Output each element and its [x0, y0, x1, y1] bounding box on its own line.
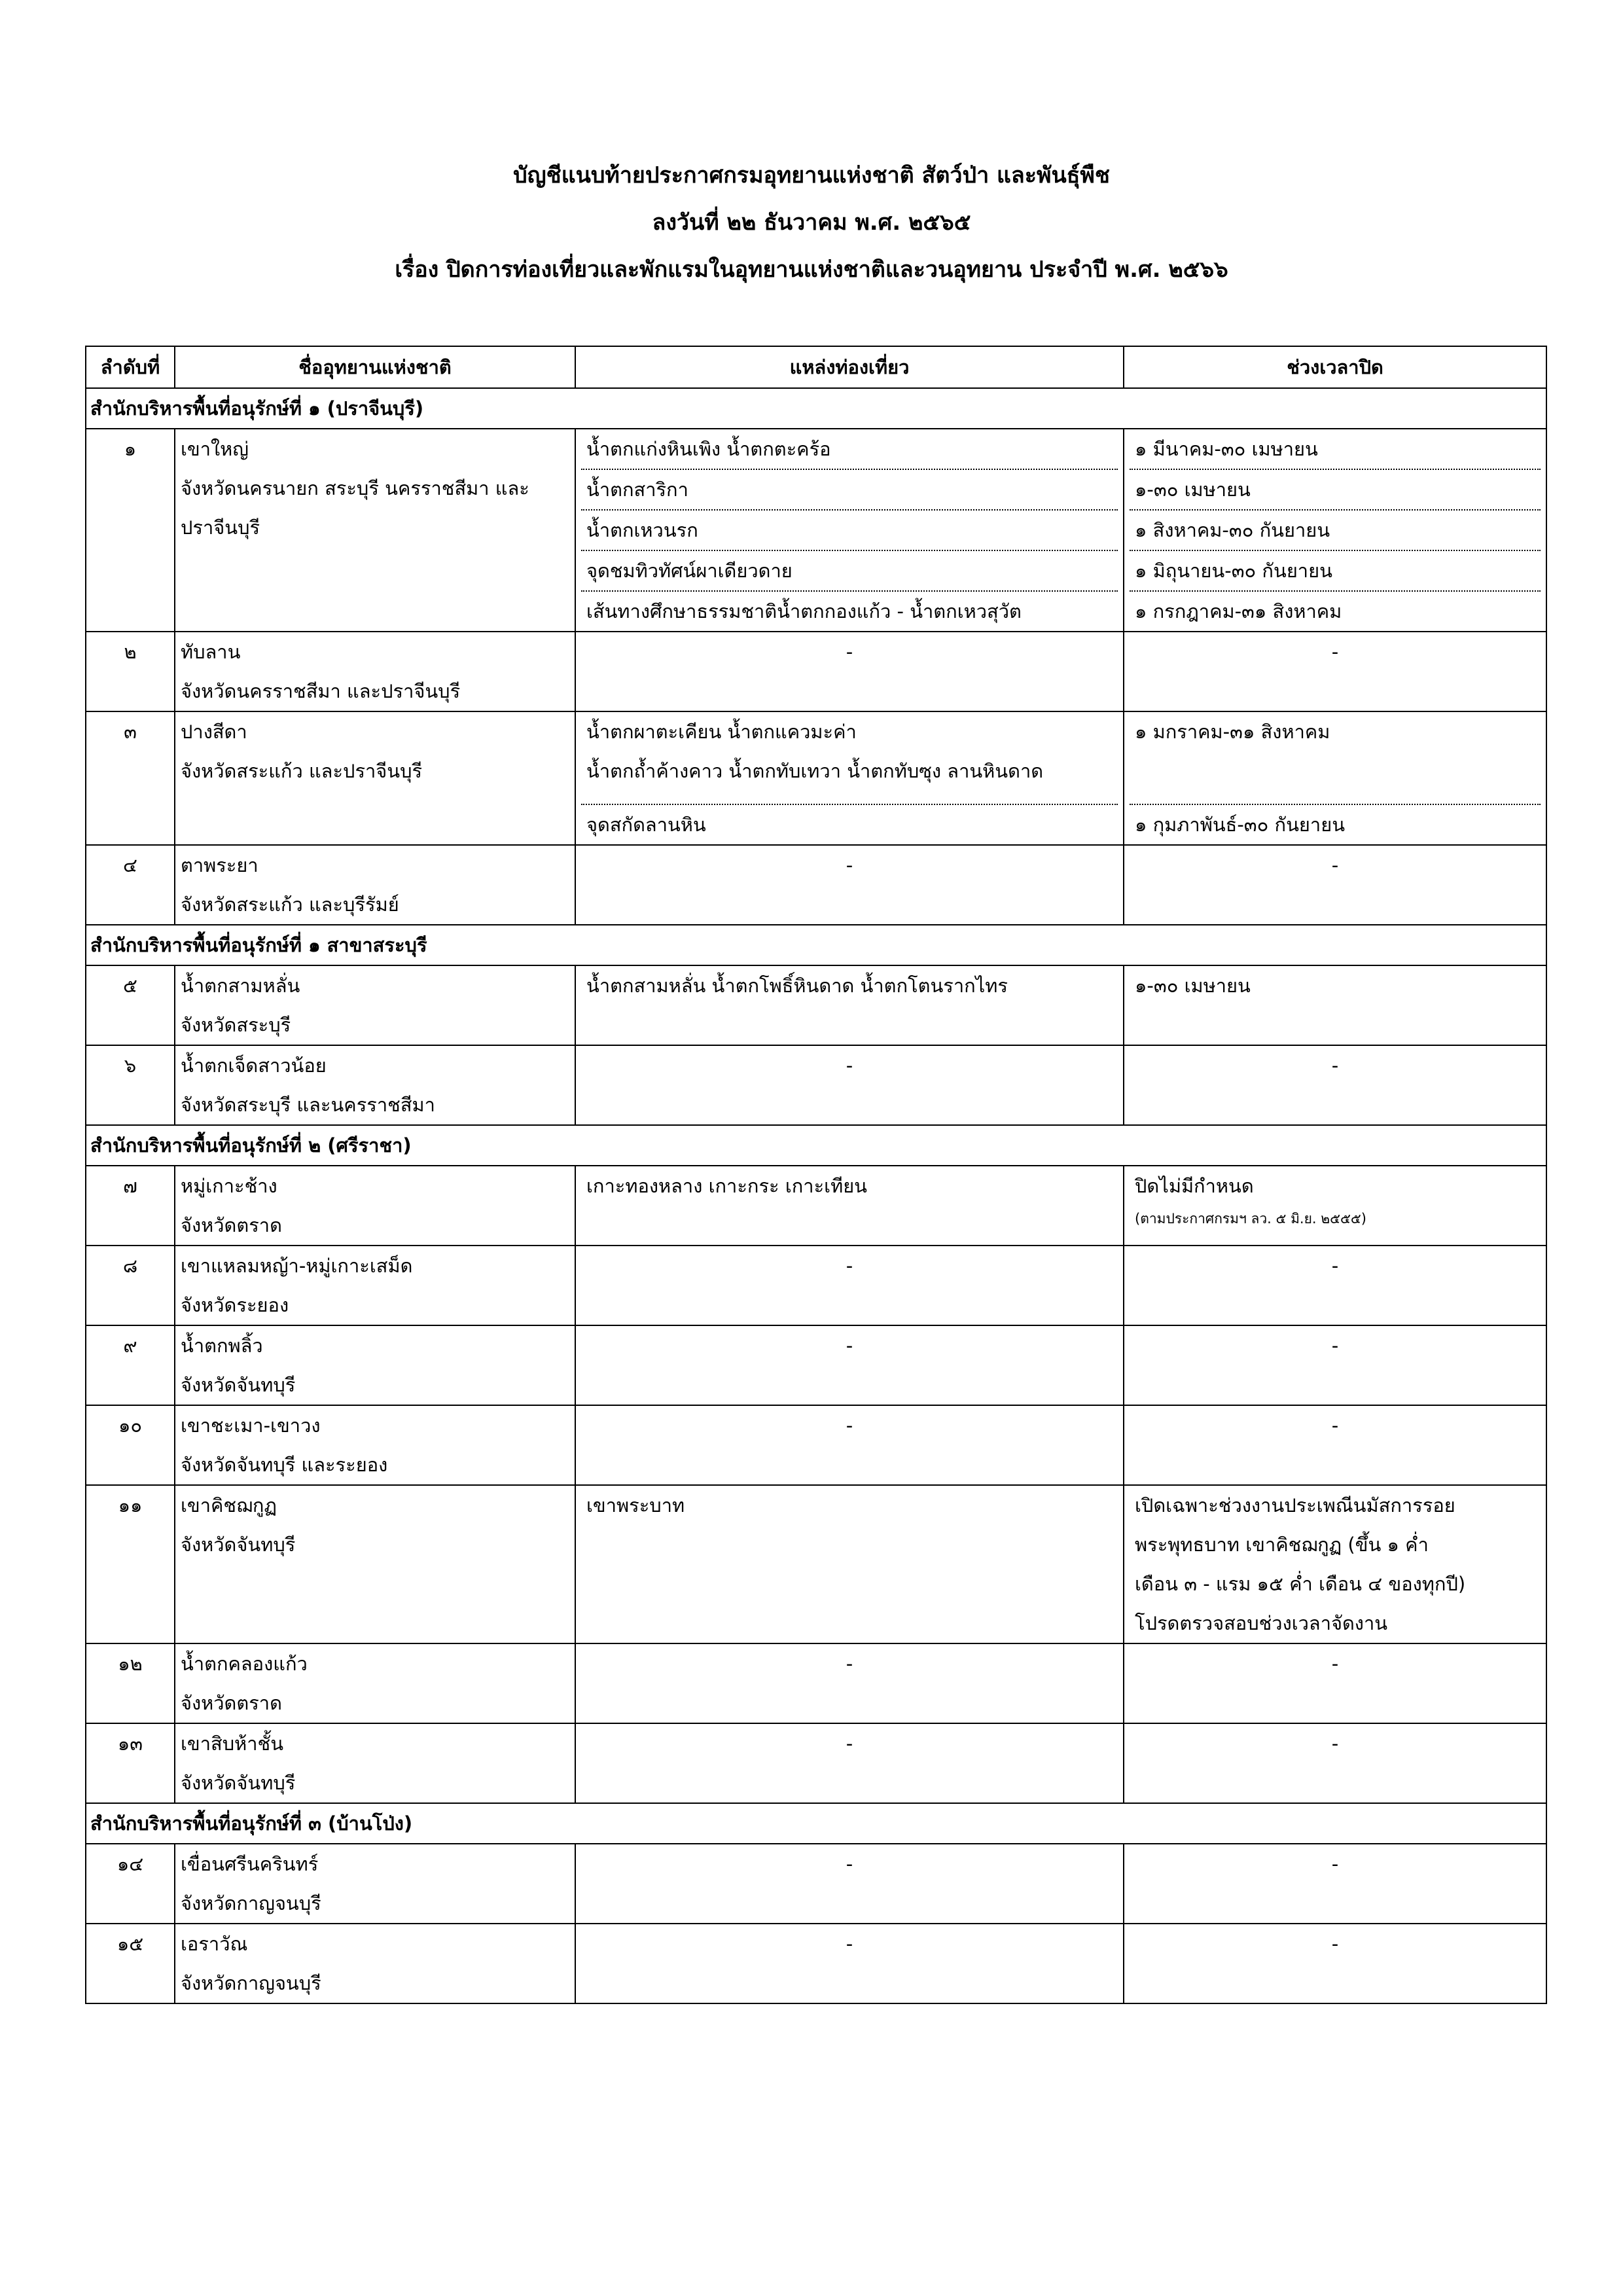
table-row: [86, 1643, 1546, 1723]
park-name: เอราวัณ: [181, 1933, 248, 1955]
period-note: (ตามประกาศกรมฯ ลว. ๕ มิ.ย. ๒๕๕๕): [1135, 1211, 1366, 1227]
period-item: -: [1331, 1732, 1339, 1755]
site-item: จุดชมทิวทัศน์ผาเดียวดาย: [581, 550, 1118, 590]
site-cell: [575, 1924, 1124, 2003]
park-name: เขาชะเมา-เขาวง: [181, 1414, 321, 1437]
region-row: [86, 388, 1546, 429]
period-cell: [1124, 1325, 1546, 1405]
park-cell: [175, 1924, 575, 2003]
park-name: เขาใหญ่: [181, 438, 249, 460]
period-item: -: [1331, 1054, 1339, 1077]
site-cell: [575, 1045, 1124, 1125]
park-name: เขาแหลมหญ้า-หมู่เกาะเสม็ด: [181, 1255, 413, 1277]
park-name: ทับลาน: [181, 641, 241, 663]
site-item: เกาะทองหลาง เกาะกระ เกาะเทียน: [586, 1175, 868, 1197]
document-header: [85, 152, 1538, 293]
region-row: [86, 925, 1546, 965]
park-province: จังหวัดระยอง: [181, 1294, 289, 1316]
park-number: ๑๕: [86, 1924, 175, 2003]
park-province: จังหวัดกาญจนบุรี: [181, 1972, 321, 1994]
site-cell: [575, 632, 1124, 711]
park-number: ๑๐: [86, 1405, 175, 1485]
park-name: น้ำตกสามหลั่น: [181, 975, 300, 997]
park-number: ๘: [86, 1246, 175, 1325]
park-number: ๔: [86, 845, 175, 925]
table-row: [86, 1723, 1546, 1803]
period-cell: [1124, 845, 1546, 925]
period-item: [1130, 1486, 1541, 1643]
table-row: [86, 845, 1546, 925]
period-line: ๑ มกราคม-๓๑ สิงหาคม: [1135, 721, 1330, 743]
header-date: ลงวันที่ ๒๒ ธันวาคม พ.ศ. ๒๕๖๕: [652, 209, 971, 236]
site-cell: [575, 1485, 1124, 1643]
period-cell: [1124, 1166, 1546, 1246]
column-header-period: ช่วงเวลาปิด: [1124, 346, 1546, 388]
table-row: [86, 965, 1546, 1045]
park-cell: [175, 1325, 575, 1405]
park-cell: [175, 1166, 575, 1246]
site-cell: [575, 1723, 1124, 1803]
period-item: ๑ สิงหาคม-๓๐ กันยายน: [1130, 509, 1541, 550]
period-line: โปรดตรวจสอบช่วงเวลาจัดงาน: [1135, 1612, 1388, 1634]
table-row: [86, 1924, 1546, 2003]
period-cell: [1124, 1924, 1546, 2003]
table-header-row: [86, 346, 1546, 388]
region-title: สำนักบริหารพื้นที่อนุรักษ์ที่ ๓ (บ้านโป่ง): [86, 1803, 1546, 1844]
table-row: [86, 1246, 1546, 1325]
region-row: [86, 1803, 1546, 1844]
table-body: [86, 388, 1546, 2003]
site-cell: [575, 1325, 1124, 1405]
site-item: -: [846, 1653, 853, 1675]
period-cell: [1124, 1643, 1546, 1723]
period-cell: [1124, 1844, 1546, 1924]
park-cell: [175, 711, 575, 845]
period-item: -: [1331, 1653, 1339, 1675]
park-name: น้ำตกเจ็ดสาวน้อย: [181, 1054, 327, 1077]
park-name: ปางสีดา: [181, 721, 247, 743]
site-cell: [575, 1405, 1124, 1485]
park-province: จังหวัดนครราชสีมา และปราจีนบุรี: [181, 680, 461, 702]
park-name: น้ำตกคลองแก้ว: [181, 1653, 308, 1675]
site-item: [581, 712, 1118, 804]
site-item: -: [846, 1933, 853, 1955]
period-cell: [1124, 1485, 1546, 1643]
period-item: ๑ มิถุนายน-๓๐ กันยายน: [1130, 550, 1541, 590]
park-number: ๑: [86, 429, 175, 632]
table-row: [86, 1325, 1546, 1405]
site-item: -: [846, 1335, 853, 1357]
period-item: ๑-๓๐ เมษายน: [1135, 975, 1251, 997]
period-item: -: [1331, 1853, 1339, 1875]
period-cell: [1124, 1246, 1546, 1325]
park-province: จังหวัดสระบุรี และนครราชสีมา: [181, 1094, 435, 1116]
site-line: น้ำตกถ้ำค้างคาว น้ำตกทับเทวา น้ำตกทับซุง ลานหินดาด: [586, 760, 1044, 782]
period-cell: [1124, 965, 1546, 1045]
period-cell: [1124, 632, 1546, 711]
period-line: เดือน ๓ - แรม ๑๕ ค่ำ เดือน ๔ ของทุกปี): [1135, 1573, 1466, 1595]
park-cell: [175, 1405, 575, 1485]
site-cell: [575, 711, 1124, 845]
region-title: สำนักบริหารพื้นที่อนุรักษ์ที่ ๑ สาขาสระบุรี: [86, 925, 1546, 965]
site-item: น้ำตกแก่งหินเพิง น้ำตกตะคร้อ: [586, 438, 831, 460]
period-line: เปิดเฉพาะช่วงงานประเพณีนมัสการรอย: [1135, 1494, 1455, 1516]
site-item: น้ำตกสาริกา: [581, 469, 1118, 509]
park-name: เขื่อนศรีนครินทร์: [181, 1853, 319, 1875]
park-province: จังหวัดจันทบุรี และระยอง: [181, 1454, 388, 1476]
site-cell: [575, 965, 1124, 1045]
period-item: [1130, 804, 1541, 844]
park-number: ๑๒: [86, 1643, 175, 1723]
table-row: [86, 632, 1546, 711]
closure-table: [85, 346, 1547, 2004]
site-cell: [575, 1166, 1124, 1246]
park-name: หมู่เกาะช้าง: [181, 1175, 277, 1197]
park-number: ๑๓: [86, 1723, 175, 1803]
site-item: เส้นทางศึกษาธรรมชาติน้ำตกกองแก้ว - น้ำตกเหวสุวัต: [581, 590, 1118, 631]
table-row: [86, 1045, 1546, 1125]
site-cell: [575, 1643, 1124, 1723]
period-cell: [1124, 429, 1546, 632]
site-line: น้ำตกผาตะเคียน น้ำตกแควมะค่า: [586, 721, 857, 743]
period-line: ๑ กุมภาพันธ์-๓๐ กันยายน: [1135, 814, 1346, 836]
period-item: ๑ มีนาคม-๓๐ เมษายน: [1135, 438, 1318, 460]
table-row: [86, 1405, 1546, 1485]
table-row: [86, 711, 1546, 845]
column-header-no: ลำดับที่: [86, 346, 175, 388]
park-number: ๖: [86, 1045, 175, 1125]
park-province: จังหวัดนครนายก สระบุรี นครราชสีมา และ: [181, 477, 529, 499]
park-province: จังหวัดจันทบุรี: [181, 1772, 296, 1794]
park-province: ปราจีนบุรี: [181, 516, 260, 539]
period-item: [1130, 712, 1541, 804]
period-cell: [1124, 1045, 1546, 1125]
park-province: จังหวัดสระบุรี: [181, 1014, 291, 1036]
column-header-site: แหล่งท่องเที่ยว: [575, 346, 1124, 388]
park-cell: [175, 845, 575, 925]
period-cell: [1124, 1405, 1546, 1485]
site-item: -: [846, 641, 853, 663]
period-cell: [1124, 1723, 1546, 1803]
park-name: เขาสิบห้าชั้น: [181, 1732, 284, 1755]
region-title: สำนักบริหารพื้นที่อนุรักษ์ที่ ๒ (ศรีราชา): [86, 1125, 1546, 1166]
period-item: ปิดไม่มีกำหนด: [1135, 1175, 1254, 1197]
period-item: -: [1331, 1335, 1339, 1357]
park-number: ๓: [86, 711, 175, 845]
site-cell: [575, 1246, 1124, 1325]
park-cell: [175, 1643, 575, 1723]
park-cell: [175, 429, 575, 632]
site-item: น้ำตกสามหลั่น น้ำตกโพธิ์หินดาด น้ำตกโตนรากไทร: [586, 975, 1008, 997]
period-item: -: [1331, 1255, 1339, 1277]
site-item: -: [846, 1732, 853, 1755]
park-province: จังหวัดสระแก้ว และปราจีนบุรี: [181, 760, 423, 782]
site-cell: [575, 845, 1124, 925]
park-cell: [175, 632, 575, 711]
park-number: ๑๔: [86, 1844, 175, 1924]
park-province: จังหวัดตราด: [181, 1214, 282, 1236]
table-row: [86, 1166, 1546, 1246]
park-number: ๒: [86, 632, 175, 711]
site-item: น้ำตกเหวนรก: [581, 509, 1118, 550]
park-number: ๙: [86, 1325, 175, 1405]
column-header-park: ชื่ออุทยานแห่งชาติ: [175, 346, 575, 388]
park-name: ตาพระยา: [181, 854, 259, 876]
park-cell: [175, 1045, 575, 1125]
site-item: -: [846, 1255, 853, 1277]
park-name: น้ำตกพลิ้ว: [181, 1335, 263, 1357]
site-item: เขาพระบาท: [586, 1494, 685, 1516]
park-number: ๗: [86, 1166, 175, 1246]
park-number: ๑๑: [86, 1485, 175, 1643]
period-item: ๑ กรกฎาคม-๓๑ สิงหาคม: [1130, 590, 1541, 631]
park-province: จังหวัดจันทบุรี: [181, 1374, 296, 1396]
site-item: -: [846, 1414, 853, 1437]
region-row: [86, 1125, 1546, 1166]
period-item: -: [1331, 641, 1339, 663]
park-cell: [175, 1246, 575, 1325]
region-title: สำนักบริหารพื้นที่อนุรักษ์ที่ ๑ (ปราจีนบุรี): [86, 388, 1546, 429]
period-item: -: [1331, 854, 1339, 876]
site-item: -: [846, 854, 853, 876]
site-cell: [575, 1844, 1124, 1924]
period-item: ๑-๓๐ เมษายน: [1130, 469, 1541, 509]
park-cell: [175, 1844, 575, 1924]
table-row: [86, 1485, 1546, 1643]
park-cell: [175, 1485, 575, 1643]
period-cell: [1124, 711, 1546, 845]
site-item: -: [846, 1853, 853, 1875]
park-number: ๕: [86, 965, 175, 1045]
period-item: -: [1331, 1933, 1339, 1955]
header-title: บัญชีแนบท้ายประกาศกรมอุทยานแห่งชาติ สัตว์ป่า และพันธุ์พืช: [513, 162, 1110, 188]
table-row: [86, 429, 1546, 632]
header-subject: เรื่อง ปิดการท่องเที่ยวและพักแรมในอุทยานแห่งชาติและวนอุทยาน ประจำปี พ.ศ. ๒๕๖๖: [395, 257, 1228, 283]
park-province: จังหวัดสระแก้ว และบุรีรัมย์: [181, 893, 399, 916]
site-item: -: [846, 1054, 853, 1077]
site-cell: [575, 429, 1124, 632]
park-cell: [175, 1723, 575, 1803]
site-item: [581, 804, 1118, 844]
park-name: เขาคิชฌกูฏ: [181, 1494, 277, 1516]
park-province: จังหวัดตราด: [181, 1692, 282, 1714]
site-line: จุดสกัดลานหิน: [586, 814, 706, 836]
park-cell: [175, 965, 575, 1045]
period-item: -: [1331, 1414, 1339, 1437]
period-line: พระพุทธบาท เขาคิชฌกูฏ (ขึ้น ๑ ค่ำ: [1135, 1534, 1429, 1556]
park-province: จังหวัดจันทบุรี: [181, 1534, 296, 1556]
park-province: จังหวัดกาญจนบุรี: [181, 1892, 321, 1914]
table-row: [86, 1844, 1546, 1924]
